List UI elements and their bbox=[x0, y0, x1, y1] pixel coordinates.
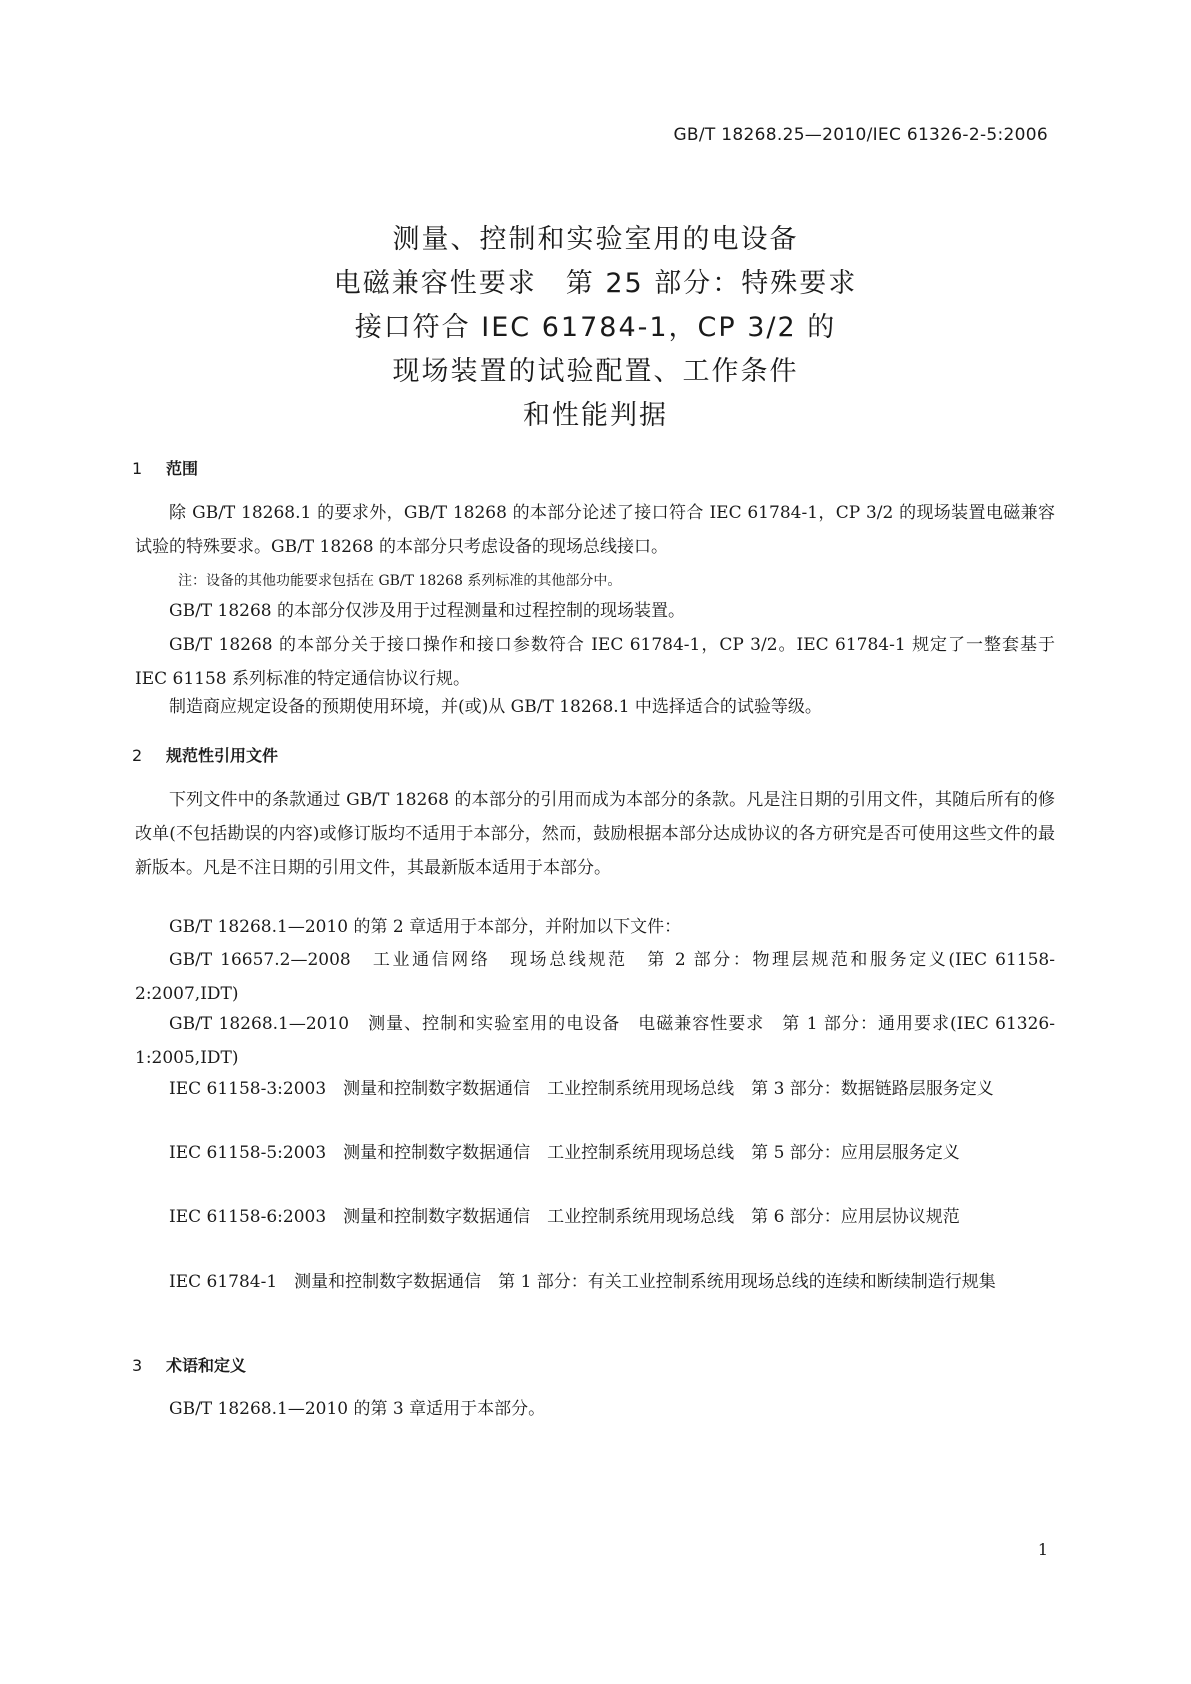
scope-paragraph-2: GB/T 18268 的本部分仅涉及用于过程测量和过程控制的现场装置。 bbox=[169, 601, 686, 621]
terms-paragraph: GB/T 18268.1—2010 的第 3 章适用于本部分。 bbox=[169, 1399, 546, 1419]
section-number: 2 bbox=[132, 746, 143, 765]
title-line: 电磁兼容性要求 第 25 部分：特殊要求 bbox=[333, 268, 858, 299]
references-intro: 下列文件中的条款通过 GB/T 18268 的本部分的引用而成为本部分的条款。凡是注日期的引用文件，其随后所有的修改单(不包括勘误的内容)或修订版均不适用于本部分，然而，鼓励根据本部分达成协议的各方研究是否可使用这些文件的最新版本。凡是不注日期的引用文件，其最新版本适用于本部分。 bbox=[135, 790, 1055, 878]
scope-note: 注：设备的其他功能要求包括在 GB/T 18268 系列标准的其他部分中。 bbox=[178, 573, 622, 589]
reference-item: IEC 61158-3:2003 测量和控制数字数据通信 工业控制系统用现场总线 第 3 部分：数据链路层服务定义 bbox=[169, 1079, 994, 1099]
title-line: 和性能判据 bbox=[523, 400, 668, 431]
page-number: 1 bbox=[1037, 1540, 1048, 1559]
title-line: 现场装置的试验配置、工作条件 bbox=[392, 356, 799, 387]
section-title: 术语和定义 bbox=[166, 1356, 247, 1375]
section-2-heading bbox=[132, 743, 278, 766]
section-title: 范围 bbox=[166, 459, 199, 478]
section-number: 3 bbox=[132, 1356, 143, 1375]
standard-code: GB/T 18268.25—2010/IEC 61326-2-5:2006 bbox=[673, 125, 1048, 145]
section-title: 规范性引用文件 bbox=[166, 746, 279, 765]
references-lead: GB/T 18268.1—2010 的第 2 章适用于本部分，并附加以下文件： bbox=[169, 917, 682, 937]
document-title bbox=[0, 218, 1191, 438]
reference-item: GB/T 18268.1—2010 测量、控制和实验室用的电设备 电磁兼容性要求 第 1 部分：通用要求(IEC 61326-1:2005,IDT) bbox=[135, 1014, 1055, 1068]
scope-paragraph-4: 制造商应规定设备的预期使用环境，并(或)从 GB/T 18268.1 中选择适合的试验等级。 bbox=[169, 697, 822, 717]
scope-paragraph-3: GB/T 18268 的本部分关于接口操作和接口参数符合 IEC 61784-1，CP 3/2。IEC 61784-1 规定了一整套基于 IEC 61158 系列标准的特定通信协议行规。 bbox=[135, 635, 1055, 689]
title-line: 测量、控制和实验室用的电设备 bbox=[392, 224, 799, 255]
scope-paragraph-1: 除 GB/T 18268.1 的要求外，GB/T 18268 的本部分论述了接口符合 IEC 61784-1，CP 3/2 的现场装置电磁兼容试验的特殊要求。GB/T 18268 的本部分只考虑设备的现场总线接口。 bbox=[135, 503, 1055, 557]
reference-item: GB/T 16657.2—2008 工业通信网络 现场总线规范 第 2 部分：物理层规范和服务定义(IEC 61158-2:2007,IDT) bbox=[135, 950, 1055, 1004]
reference-item: IEC 61784-1 测量和控制数字数据通信 第 1 部分：有关工业控制系统用现场总线的连续和断续制造行规集 bbox=[169, 1272, 996, 1292]
section-3-heading bbox=[132, 1353, 246, 1376]
reference-item: IEC 61158-6:2003 测量和控制数字数据通信 工业控制系统用现场总线 第 6 部分：应用层协议规范 bbox=[169, 1207, 960, 1227]
reference-item: IEC 61158-5:2003 测量和控制数字数据通信 工业控制系统用现场总线 第 5 部分：应用层服务定义 bbox=[169, 1143, 960, 1163]
title-line: 接口符合 IEC 61784-1，CP 3/2 的 bbox=[354, 312, 837, 343]
section-number: 1 bbox=[132, 459, 143, 478]
section-1-heading bbox=[132, 456, 198, 479]
